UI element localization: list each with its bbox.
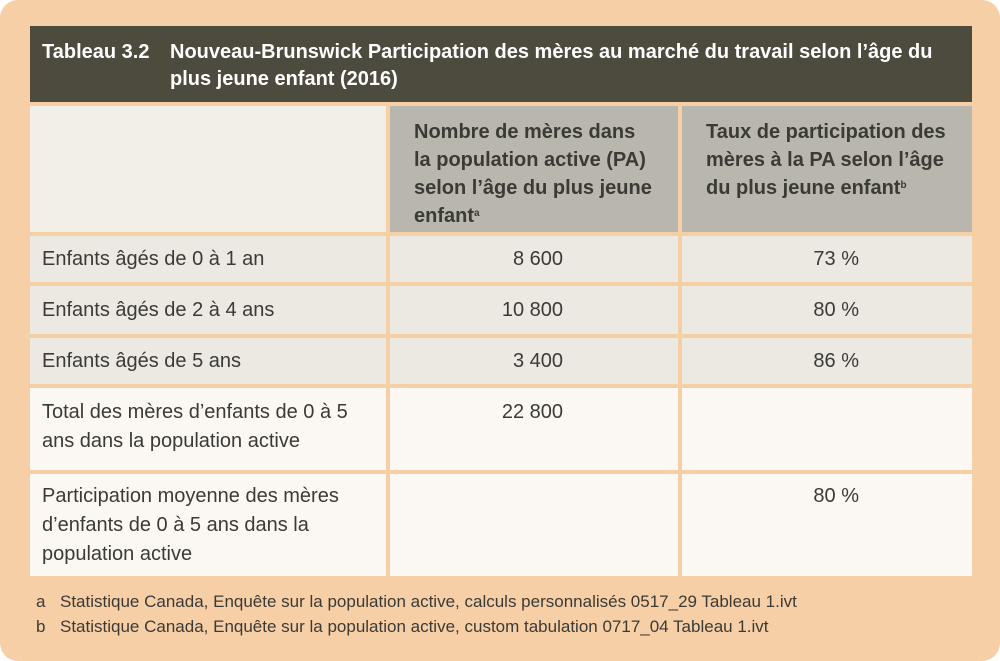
footnote-mark: b	[36, 617, 46, 636]
footnote-a	[36, 591, 797, 613]
table-row-label: Participation moyenne des mères d’enfants de 0 à 5 ans dans la population active	[30, 474, 386, 576]
table-row-rate: 80 %	[682, 474, 972, 576]
column-header-count-label: Nombre de mères dans la population active (PA) selon l’âge du plus jeune enfant	[414, 121, 652, 227]
table-number: Tableau 3.2	[42, 41, 150, 63]
table-row-count: 3 400	[390, 338, 678, 384]
table-row-rate: 80 %	[682, 286, 972, 334]
table-row-count: 10 800	[390, 286, 678, 334]
header-blank-cell	[30, 106, 386, 232]
table-row-count: 8 600	[390, 236, 678, 282]
table-row-label: Enfants âgés de 5 ans	[30, 338, 386, 384]
column-header-rate	[682, 106, 972, 232]
table-row-label: Total des mères d’enfants de 0 à 5 ans dans la population active	[30, 388, 386, 470]
table-row-label: Enfants âgés de 0 à 1 an	[30, 236, 386, 282]
footnote-b	[36, 616, 769, 638]
footnote-mark: a	[36, 592, 46, 611]
footnote-text: Statistique Canada, Enquête sur la population active, calculs personnalisés 0517_29 Tableau 1.ivt	[60, 592, 797, 611]
column-header-count	[390, 106, 678, 232]
table-row-label: Enfants âgés de 2 à 4 ans	[30, 286, 386, 334]
table-title-bar	[30, 26, 972, 102]
table-title: Nouveau-Brunswick Participation des mères au marché du travail selon l’âge du plus jeune enfant (2016)	[170, 41, 933, 90]
footnote-text: Statistique Canada, Enquête sur la population active, custom tabulation 0717_04 Tableau 1.ivt	[60, 617, 769, 636]
table-row-rate	[682, 388, 972, 470]
column-header-rate-label: Taux de participation des mères à la PA selon l’âge du plus jeune enfant	[706, 121, 946, 199]
footnote-ref-a: a	[474, 208, 480, 219]
table-row-count	[390, 474, 678, 576]
table-row-rate: 86 %	[682, 338, 972, 384]
table-row-count: 22 800	[390, 388, 678, 470]
footnote-ref-b: b	[900, 180, 907, 191]
table-row-rate: 73 %	[682, 236, 972, 282]
